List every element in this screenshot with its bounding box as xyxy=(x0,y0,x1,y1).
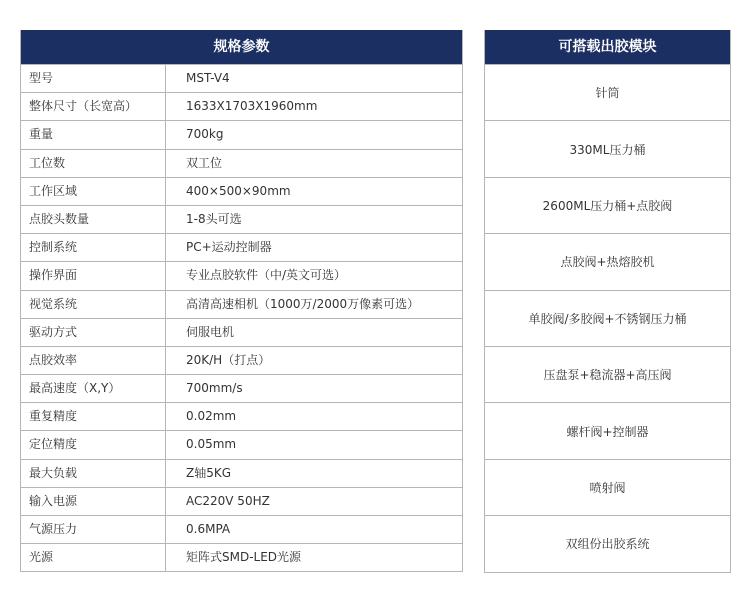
spec-row xyxy=(21,430,462,458)
module-item: 单胶阀/多胶阀+不锈钢压力桶 xyxy=(485,290,730,346)
spec-value: 专业点胶软件（中/英文可选） xyxy=(186,268,347,283)
spec-row xyxy=(21,487,462,515)
module-item: 针筒 xyxy=(485,64,730,120)
spec-table xyxy=(20,30,463,572)
spec-value: 400×500×90mm xyxy=(186,183,291,198)
spec-value: MST-V4 xyxy=(186,71,230,85)
spec-row xyxy=(21,177,462,205)
spec-value: 矩阵式SMD-LED光源 xyxy=(186,550,302,565)
spec-value: 0.02mm xyxy=(186,409,237,424)
spec-key: 点胶效率 xyxy=(21,347,166,374)
spec-row xyxy=(21,149,462,177)
module-item: 2600ML压力桶+点胶阀 xyxy=(485,177,730,233)
modules-table xyxy=(484,30,731,573)
modules-table-title: 可搭载出胶模块 xyxy=(485,30,730,64)
spec-row xyxy=(21,205,462,233)
spec-row xyxy=(21,459,462,487)
spec-value: 双工位 xyxy=(186,155,223,170)
module-item: 点胶阀+热熔胶机 xyxy=(485,233,730,289)
spec-key: 点胶头数量 xyxy=(21,206,166,233)
spec-key: 最大负载 xyxy=(21,460,166,487)
spec-value: 700mm/s xyxy=(186,381,243,396)
spec-row xyxy=(21,290,462,318)
spec-key: 气源压力 xyxy=(21,516,166,543)
spec-row xyxy=(21,92,462,120)
spec-key: 操作界面 xyxy=(21,262,166,289)
spec-key: 光源 xyxy=(21,544,166,571)
spec-value: 700kg xyxy=(186,127,224,142)
spec-value: 高清高速相机（1000万/2000万像素可选） xyxy=(186,296,420,311)
spec-value: 1633X1703X1960mm xyxy=(186,99,318,114)
spec-value: 伺服电机 xyxy=(186,324,235,339)
spec-value: 0.6MPA xyxy=(186,522,231,536)
spec-key: 重量 xyxy=(21,121,166,148)
spec-value: 1-8头可选 xyxy=(186,211,242,226)
spec-row xyxy=(21,515,462,543)
spec-key: 型号 xyxy=(21,65,166,92)
spec-key: 整体尺寸（长宽高） xyxy=(21,93,166,120)
spec-value: AC220V 50HZ xyxy=(186,493,270,508)
module-item: 压盘泵+稳流器+高压阀 xyxy=(485,346,730,402)
spec-key: 视觉系统 xyxy=(21,291,166,318)
spec-value: 20K/H（打点） xyxy=(186,352,271,367)
spec-table-title: 规格参数 xyxy=(21,30,462,64)
spec-value: Z轴5KG xyxy=(186,465,232,480)
spec-key: 控制系统 xyxy=(21,234,166,261)
spec-row xyxy=(21,233,462,261)
spec-row xyxy=(21,120,462,148)
spec-key: 输入电源 xyxy=(21,488,166,515)
module-item: 330ML压力桶 xyxy=(485,120,730,176)
spec-key: 重复精度 xyxy=(21,403,166,430)
spec-row xyxy=(21,261,462,289)
module-rows xyxy=(485,64,730,572)
spec-row xyxy=(21,64,462,92)
spec-key: 工位数 xyxy=(21,150,166,177)
module-item: 喷射阀 xyxy=(485,459,730,515)
spec-key: 驱动方式 xyxy=(21,319,166,346)
spec-row xyxy=(21,318,462,346)
spec-value: PC+运动控制器 xyxy=(186,240,272,255)
module-item: 双组份出胶系统 xyxy=(485,515,730,571)
spec-row xyxy=(21,374,462,402)
spec-row xyxy=(21,346,462,374)
spec-value: 0.05mm xyxy=(186,437,237,452)
spec-key: 工作区域 xyxy=(21,178,166,205)
spec-row xyxy=(21,402,462,430)
spec-row xyxy=(21,543,462,571)
module-item: 螺杆阀+控制器 xyxy=(485,402,730,458)
spec-key: 定位精度 xyxy=(21,431,166,458)
spec-key: 最高速度（X,Y） xyxy=(21,375,166,402)
spec-rows xyxy=(21,64,462,571)
